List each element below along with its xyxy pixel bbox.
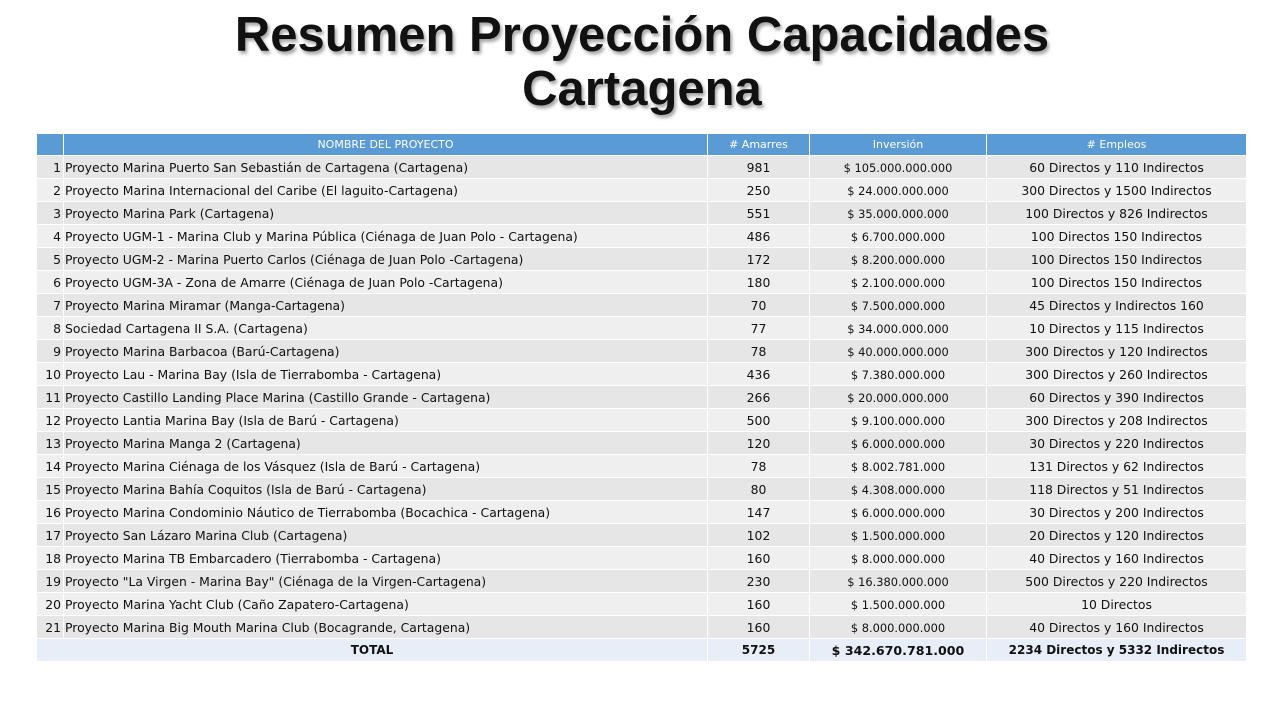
inversion-cell: $ 7.380.000.000 bbox=[810, 363, 987, 386]
inversion-cell: $ 20.000.000.000 bbox=[810, 386, 987, 409]
project-name-cell: Proyecto Lau - Marina Bay (Isla de Tierrabomba - Cartagena) bbox=[64, 363, 708, 386]
title-line-2: Cartagena bbox=[522, 62, 762, 116]
header-num bbox=[37, 134, 64, 156]
inversion-cell: $ 16.380.000.000 bbox=[810, 570, 987, 593]
row-num-cell: 10 bbox=[37, 363, 64, 386]
amarres-cell: 266 bbox=[708, 386, 810, 409]
inversion-cell: $ 34.000.000.000 bbox=[810, 317, 987, 340]
table-row bbox=[37, 547, 1247, 570]
row-num-cell: 2 bbox=[37, 179, 64, 202]
row-num-cell: 19 bbox=[37, 570, 64, 593]
row-num-cell: 18 bbox=[37, 547, 64, 570]
empleos-cell: 118 Directos y 51 Indirectos bbox=[987, 478, 1247, 501]
total-row bbox=[37, 639, 1247, 662]
total-empleos: 2234 Directos y 5332 Indirectos bbox=[987, 639, 1247, 662]
inversion-cell: $ 6.700.000.000 bbox=[810, 225, 987, 248]
inversion-cell: $ 105.000.000.000 bbox=[810, 156, 987, 179]
project-name-cell: Proyecto Marina TB Embarcadero (Tierrabomba - Cartagena) bbox=[64, 547, 708, 570]
table-row bbox=[37, 524, 1247, 547]
empleos-cell: 60 Directos y 110 Indirectos bbox=[987, 156, 1247, 179]
inversion-cell: $ 24.000.000.000 bbox=[810, 179, 987, 202]
inversion-cell: $ 9.100.000.000 bbox=[810, 409, 987, 432]
empleos-cell: 40 Directos y 160 Indirectos bbox=[987, 547, 1247, 570]
inversion-cell: $ 35.000.000.000 bbox=[810, 202, 987, 225]
row-num-cell: 17 bbox=[37, 524, 64, 547]
project-name-cell: Proyecto Marina Big Mouth Marina Club (Bocagrande, Cartagena) bbox=[64, 616, 708, 639]
row-num-cell: 16 bbox=[37, 501, 64, 524]
amarres-cell: 486 bbox=[708, 225, 810, 248]
amarres-cell: 77 bbox=[708, 317, 810, 340]
empleos-cell: 20 Directos y 120 Indirectos bbox=[987, 524, 1247, 547]
row-num-cell: 8 bbox=[37, 317, 64, 340]
empleos-cell: 10 Directos bbox=[987, 593, 1247, 616]
empleos-cell: 10 Directos y 115 Indirectos bbox=[987, 317, 1247, 340]
project-name-cell: Proyecto Marina Manga 2 (Cartagena) bbox=[64, 432, 708, 455]
project-name-cell: Proyecto Marina Barbacoa (Barú-Cartagena) bbox=[64, 340, 708, 363]
row-num-cell: 11 bbox=[37, 386, 64, 409]
project-name-cell: Proyecto UGM-1 - Marina Club y Marina Pública (Ciénaga de Juan Polo - Cartagena) bbox=[64, 225, 708, 248]
table-body bbox=[37, 156, 1247, 639]
row-num-cell: 9 bbox=[37, 340, 64, 363]
amarres-cell: 250 bbox=[708, 179, 810, 202]
inversion-cell: $ 40.000.000.000 bbox=[810, 340, 987, 363]
inversion-cell: $ 2.100.000.000 bbox=[810, 271, 987, 294]
project-name-cell: Sociedad Cartagena II S.A. (Cartagena) bbox=[64, 317, 708, 340]
empleos-cell: 300 Directos y 1500 Indirectos bbox=[987, 179, 1247, 202]
table-row bbox=[37, 593, 1247, 616]
table-row bbox=[37, 271, 1247, 294]
table-row bbox=[37, 317, 1247, 340]
row-num-cell: 7 bbox=[37, 294, 64, 317]
inversion-cell: $ 7.500.000.000 bbox=[810, 294, 987, 317]
empleos-cell: 45 Directos y Indirectos 160 bbox=[987, 294, 1247, 317]
table-row bbox=[37, 248, 1247, 271]
table-row bbox=[37, 340, 1247, 363]
project-name-cell: Proyecto Marina Ciénaga de los Vásquez (Isla de Barú - Cartagena) bbox=[64, 455, 708, 478]
table-row bbox=[37, 501, 1247, 524]
header-amarres: # Amarres bbox=[708, 134, 810, 156]
project-name-cell: Proyecto Lantia Marina Bay (Isla de Barú - Cartagena) bbox=[64, 409, 708, 432]
row-num-cell: 5 bbox=[37, 248, 64, 271]
total-amarres: 5725 bbox=[708, 639, 810, 662]
project-name-cell: Proyecto Marina Park (Cartagena) bbox=[64, 202, 708, 225]
table-row bbox=[37, 616, 1247, 639]
header-empleos: # Empleos bbox=[987, 134, 1247, 156]
amarres-cell: 160 bbox=[708, 547, 810, 570]
row-num-cell: 4 bbox=[37, 225, 64, 248]
row-num-cell: 3 bbox=[37, 202, 64, 225]
inversion-cell: $ 8.000.000.000 bbox=[810, 547, 987, 570]
amarres-cell: 981 bbox=[708, 156, 810, 179]
table-row bbox=[37, 294, 1247, 317]
table-row bbox=[37, 225, 1247, 248]
row-num-cell: 1 bbox=[37, 156, 64, 179]
project-name-cell: Proyecto Marina Internacional del Caribe (El laguito-Cartagena) bbox=[64, 179, 708, 202]
row-num-cell: 14 bbox=[37, 455, 64, 478]
row-num-cell: 13 bbox=[37, 432, 64, 455]
inversion-cell: $ 8.000.000.000 bbox=[810, 616, 987, 639]
amarres-cell: 78 bbox=[708, 340, 810, 363]
inversion-cell: $ 1.500.000.000 bbox=[810, 593, 987, 616]
row-num-cell: 15 bbox=[37, 478, 64, 501]
inversion-cell: $ 8.002.781.000 bbox=[810, 455, 987, 478]
table-row bbox=[37, 363, 1247, 386]
inversion-cell: $ 6.000.000.000 bbox=[810, 501, 987, 524]
project-name-cell: Proyecto San Lázaro Marina Club (Cartagena) bbox=[64, 524, 708, 547]
project-name-cell: Proyecto UGM-2 - Marina Puerto Carlos (Ciénaga de Juan Polo -Cartagena) bbox=[64, 248, 708, 271]
header-name: NOMBRE DEL PROYECTO bbox=[64, 134, 708, 156]
project-name-cell: Proyecto Marina Condominio Náutico de Tierrabomba (Bocachica - Cartagena) bbox=[64, 501, 708, 524]
inversion-cell: $ 1.500.000.000 bbox=[810, 524, 987, 547]
empleos-cell: 100 Directos 150 Indirectos bbox=[987, 225, 1247, 248]
amarres-cell: 436 bbox=[708, 363, 810, 386]
project-name-cell: Proyecto Marina Puerto San Sebastián de Cartagena (Cartagena) bbox=[64, 156, 708, 179]
table-row bbox=[37, 570, 1247, 593]
amarres-cell: 500 bbox=[708, 409, 810, 432]
title-line-1: Resumen Proyección Capacidades bbox=[234, 8, 1050, 62]
row-num-cell: 6 bbox=[37, 271, 64, 294]
empleos-cell: 500 Directos y 220 Indirectos bbox=[987, 570, 1247, 593]
row-num-cell: 12 bbox=[37, 409, 64, 432]
inversion-cell: $ 8.200.000.000 bbox=[810, 248, 987, 271]
empleos-cell: 60 Directos y 390 Indirectos bbox=[987, 386, 1247, 409]
table-row bbox=[37, 386, 1247, 409]
project-name-cell: Proyecto UGM-3A - Zona de Amarre (Ciénaga de Juan Polo -Cartagena) bbox=[64, 271, 708, 294]
amarres-cell: 70 bbox=[708, 294, 810, 317]
total-label: TOTAL bbox=[37, 639, 708, 662]
empleos-cell: 30 Directos y 200 Indirectos bbox=[987, 501, 1247, 524]
amarres-cell: 102 bbox=[708, 524, 810, 547]
amarres-cell: 120 bbox=[708, 432, 810, 455]
empleos-cell: 40 Directos y 160 Indirectos bbox=[987, 616, 1247, 639]
project-name-cell: Proyecto Marina Miramar (Manga-Cartagena) bbox=[64, 294, 708, 317]
amarres-cell: 180 bbox=[708, 271, 810, 294]
table-header bbox=[37, 134, 1247, 156]
project-name-cell: Proyecto Marina Bahía Coquitos (Isla de Barú - Cartagena) bbox=[64, 478, 708, 501]
empleos-cell: 100 Directos y 826 Indirectos bbox=[987, 202, 1247, 225]
table-row bbox=[37, 432, 1247, 455]
table-row bbox=[37, 455, 1247, 478]
table-row bbox=[37, 202, 1247, 225]
table-row bbox=[37, 156, 1247, 179]
amarres-cell: 80 bbox=[708, 478, 810, 501]
amarres-cell: 160 bbox=[708, 616, 810, 639]
empleos-cell: 300 Directos y 120 Indirectos bbox=[987, 340, 1247, 363]
amarres-cell: 551 bbox=[708, 202, 810, 225]
amarres-cell: 172 bbox=[708, 248, 810, 271]
empleos-cell: 30 Directos y 220 Indirectos bbox=[987, 432, 1247, 455]
projects-table bbox=[36, 133, 1247, 662]
amarres-cell: 230 bbox=[708, 570, 810, 593]
inversion-cell: $ 6.000.000.000 bbox=[810, 432, 987, 455]
amarres-cell: 160 bbox=[708, 593, 810, 616]
row-num-cell: 20 bbox=[37, 593, 64, 616]
row-num-cell: 21 bbox=[37, 616, 64, 639]
project-name-cell: Proyecto "La Virgen - Marina Bay" (Ciénaga de la Virgen-Cartagena) bbox=[64, 570, 708, 593]
inversion-cell: $ 4.308.000.000 bbox=[810, 478, 987, 501]
amarres-cell: 147 bbox=[708, 501, 810, 524]
header-row bbox=[37, 134, 1247, 156]
empleos-cell: 300 Directos y 260 Indirectos bbox=[987, 363, 1247, 386]
empleos-cell: 300 Directos y 208 Indirectos bbox=[987, 409, 1247, 432]
project-name-cell: Proyecto Marina Yacht Club (Caño Zapatero-Cartagena) bbox=[64, 593, 708, 616]
table-footer bbox=[37, 639, 1247, 662]
table-row bbox=[37, 409, 1247, 432]
header-inversion: Inversión bbox=[810, 134, 987, 156]
empleos-cell: 100 Directos 150 Indirectos bbox=[987, 271, 1247, 294]
empleos-cell: 100 Directos 150 Indirectos bbox=[987, 248, 1247, 271]
empleos-cell: 131 Directos y 62 Indirectos bbox=[987, 455, 1247, 478]
total-inversion: $ 342.670.781.000 bbox=[810, 639, 987, 662]
table-row bbox=[37, 179, 1247, 202]
amarres-cell: 78 bbox=[708, 455, 810, 478]
project-name-cell: Proyecto Castillo Landing Place Marina (Castillo Grande - Cartagena) bbox=[64, 386, 708, 409]
slide-title bbox=[0, 8, 1280, 116]
table-row bbox=[37, 478, 1247, 501]
